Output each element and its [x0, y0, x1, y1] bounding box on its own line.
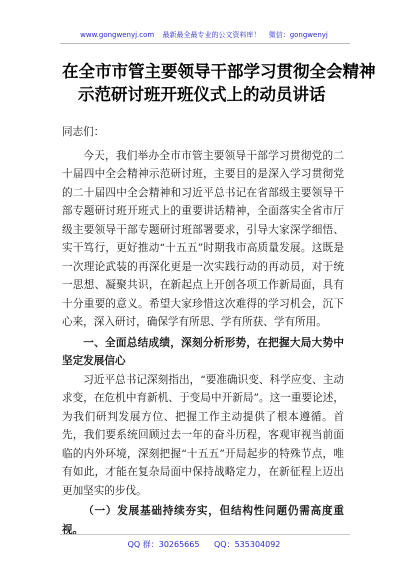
qq-contact-link[interactable]: QQ：535304092: [214, 540, 281, 549]
document-title: [62, 60, 376, 106]
site-slogan: 最新最全最专业的公文资料库！: [162, 31, 261, 39]
qq-group-link[interactable]: QQ 群：30265665: [127, 540, 200, 549]
wechat-id: 微信：gongwenyj: [268, 31, 328, 39]
site-footer: [0, 538, 408, 552]
section-1-paragraph: 习近平总书记深刻指出，“要准确识变、科学应变、主动求变，在危机中育新机、于变局中开新局”。这一重要论述，为我们研判发展方位、把握工作主动提供了根本遵循。首先，我们要系统回顾过去一年的奋斗历程，客观审视当前面临的内外环境，深刻把握“十五五”开局起步的特殊节点，唯有如此，才能在复杂局面中保持战略定力，在新征程上迈出更加坚实的步伐。: [62, 373, 344, 497]
salutation: 同志们：: [62, 126, 105, 138]
site-url-link[interactable]: www.gongwenyj.com: [80, 31, 155, 39]
header-divider: [60, 43, 350, 44]
intro-paragraph: 今天，我们举办全市市管主要领导干部学习贯彻党的二十届四中全会精神示范研讨班，主要目的是深入学习贯彻党的二十届四中全会精神和习近平总书记在省部级主要领导干部专题研讨班开班式上的重要讲话精神，全面落实全省市厅级主要领导干部专题研讨班部署要求，引导大家深学细悟、实干笃行，更好推动“十五五”时期我市高质量发展。这既是一次理论武装的再深化更是一次实践行动的再动员，对于统一思想、凝聚共识，在新起点上开创各项工作新局面，具有十分重要的意义。希望大家珍惜这次难得的学习机会，沉下心来，深入研讨，确保学有所思、学有所获、学有所用。: [62, 149, 344, 328]
title-line-1: 在全市市管主要领导干部学习贯彻全会精神: [62, 62, 376, 81]
document-body: [62, 123, 344, 539]
site-header: [0, 28, 408, 42]
footer-divider: [60, 534, 350, 535]
section-heading-1: 一、全面总结成绩，深刻分析形势，在把握大局大势中坚定发展信心: [62, 336, 344, 367]
subsection-heading-1: （一）发展基础持续夯实，但结构性问题仍需高度重视。: [62, 505, 344, 536]
title-line-2: 示范研讨班开班仪式上的动员讲话: [78, 85, 326, 104]
